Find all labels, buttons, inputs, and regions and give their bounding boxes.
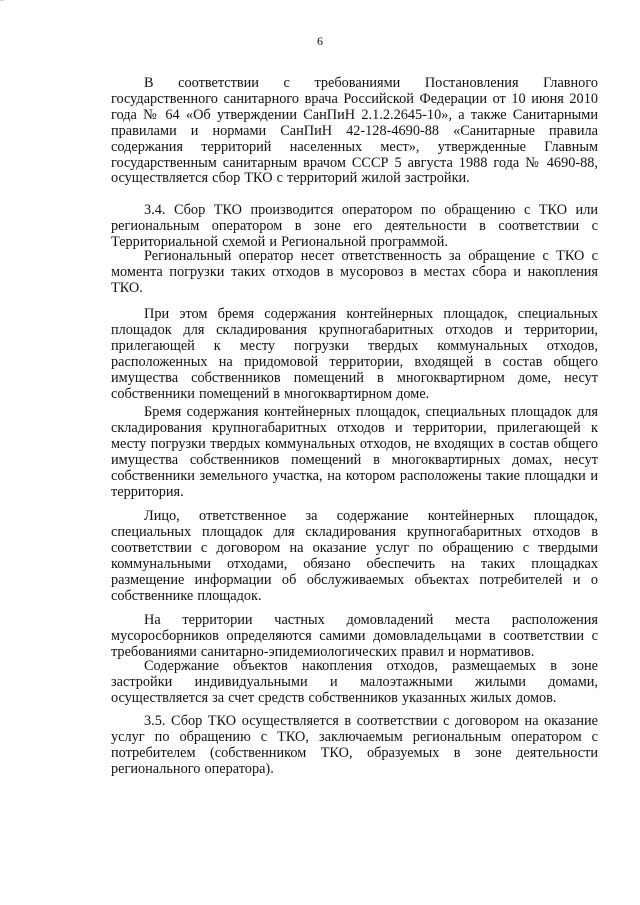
paragraph-operator-responsibility: Региональный оператор несет ответственность за обращение с ТКО с момента погрузки таких отходов в мусоровоз в местах сбора и накопления ТКО. (111, 248, 598, 296)
paragraph-burden-land-owners: Бремя содержания контейнерных площадок, специальных площадок для складирования крупногабаритных отходов и территории, прилегающей к месту погрузки твердых коммунальных отходов, не входящих в состав общего имущества собственников помещений в многоквартирных домах, несут собственники земельного участка, на котором расположены такие площадки и территория. (111, 404, 598, 500)
paragraph-sanpin-requirements: В соответствии с требованиями Постановления Главного государственного санитарного врача Российской Федерации от 10 июня 2010 года № 64 «Об утверждении СанПиН 2.1.2.2645-10», а также Санитарными правилами и нормами СанПиН 42-128-4690-88 «Санитарные правила содержания территорий населенных мест», утвержденные Главным государственным санитарным врачом СССР 5 августа 1988 года № 4690-88, осуществляется сбор ТКО с территорий жилой застройки. (111, 75, 598, 187)
paragraph-burden-apartment-owners: При этом бремя содержания контейнерных площадок, специальных площадок для складирования крупногабаритных отходов и территории, прилегающей к месту погрузки твердых коммунальных отходов, расположенных на придомовой территории, входящей в состав общего имущества собственников помещений в многоквартирном доме, несут собственники помещений в многоквартирном доме. (111, 306, 598, 402)
page-number: 6 (317, 34, 323, 48)
paragraph-private-households: На территории частных домовладений места расположения мусоросборников определяются самими домовладельцами в соответствии с требованиями санитарно-эпидемиологических правил и нормативов. (111, 612, 598, 660)
paragraph-3-4-collection: 3.4. Сбор ТКО производится оператором по обращению с ТКО или региональным оператором в зоне его деятельности в соответствии с Территориальной схемой и Региональной программой. (111, 202, 598, 250)
paragraph-responsible-person: Лицо, ответственное за содержание контейнерных площадок, специальных площадок для складирования крупногабаритных отходов в соответствии с договором на оказание услуг по обращению с твердыми коммунальными отходами, обязано обеспечить на таких площадках размещение информации об обслуживаемых объектах потребителей и о собственнике площадок. (111, 508, 598, 604)
paragraph-3-5-contract: 3.5. Сбор ТКО осуществляется в соответствии с договором на оказание услуг по обращению с ТКО, заключаемым региональным оператором с потребителем (собственником ТКО, образуемых в зоне деятельности регионального оператора). (111, 713, 598, 777)
paragraph-low-rise-housing: Содержание объектов накопления отходов, размещаемых в зоне застройки индивидуальными и малоэтажными жилыми домами, осуществляется за счет средств собственников указанных жилых домов. (111, 658, 598, 706)
scan-speck (0, 0, 4, 1)
